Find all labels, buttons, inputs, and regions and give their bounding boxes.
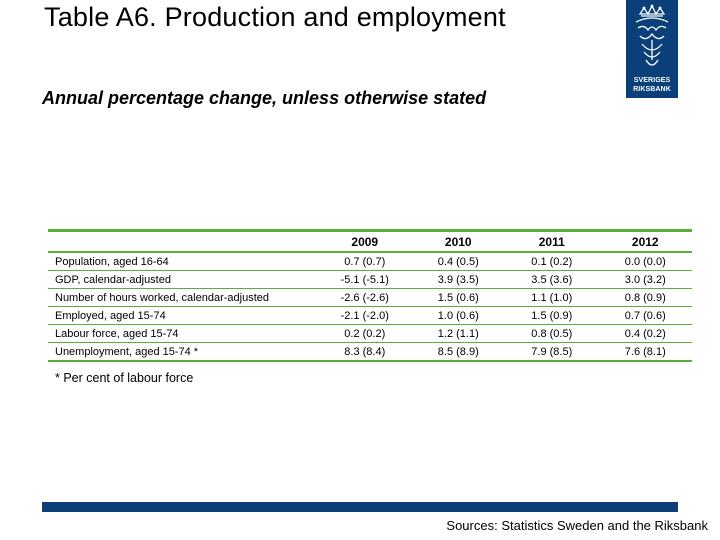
data-table-container [48, 229, 692, 362]
table-cell: 8.5 (8.9) [412, 343, 506, 362]
table-row [48, 325, 692, 343]
table-cell: 0.4 (0.5) [412, 252, 506, 271]
column-header: 2012 [599, 232, 693, 252]
table-row [48, 289, 692, 307]
table-header-row [48, 232, 692, 252]
page-subtitle: Annual percentage change, unless otherwise stated [42, 88, 487, 108]
table-cell: 3.0 (3.2) [599, 271, 693, 289]
column-header [48, 232, 318, 252]
row-label: Employed, aged 15-74 [48, 307, 318, 325]
table-cell: 0.4 (0.2) [599, 325, 693, 343]
table-row [48, 343, 692, 362]
table-cell: 0.8 (0.5) [505, 325, 599, 343]
table-cell: -2.1 (-2.0) [318, 307, 412, 325]
riksbank-logo [626, 0, 678, 98]
page-title: Table A6. Production and employment [44, 2, 506, 32]
table-row [48, 307, 692, 325]
table-cell: 3.9 (3.5) [412, 271, 506, 289]
table-cell: -5.1 (-5.1) [318, 271, 412, 289]
table-cell: 1.5 (0.9) [505, 307, 599, 325]
table-cell: 1.1 (1.0) [505, 289, 599, 307]
table-cell: 7.6 (8.1) [599, 343, 693, 362]
production-employment-table [48, 232, 692, 362]
column-header: 2011 [505, 232, 599, 252]
table-cell: 1.5 (0.6) [412, 289, 506, 307]
table-cell: 0.0 (0.0) [599, 252, 693, 271]
column-header: 2009 [318, 232, 412, 252]
logo-text-line2: RIKSBANK [633, 86, 671, 93]
table-row [48, 271, 692, 289]
table-cell: 7.9 (8.5) [505, 343, 599, 362]
footer-bar [42, 502, 678, 512]
crown-emblem-icon [626, 0, 678, 76]
table-cell: 0.7 (0.7) [318, 252, 412, 271]
table-cell: -2.6 (-2.6) [318, 289, 412, 307]
row-label: GDP, calendar-adjusted [48, 271, 318, 289]
column-header: 2010 [412, 232, 506, 252]
table-row [48, 252, 692, 271]
table-cell: 0.2 (0.2) [318, 325, 412, 343]
table-cell: 3.5 (3.6) [505, 271, 599, 289]
table-cell: 0.7 (0.6) [599, 307, 693, 325]
logo-text-line1: SVERIGES [633, 77, 671, 84]
table-cell: 1.0 (0.6) [412, 307, 506, 325]
table-cell: 0.1 (0.2) [505, 252, 599, 271]
table-cell: 8.3 (8.4) [318, 343, 412, 362]
table-footnote: * Per cent of labour force [55, 371, 194, 385]
row-label: Labour force, aged 15-74 [48, 325, 318, 343]
table-cell: 1.2 (1.1) [412, 325, 506, 343]
table-cell: 0.8 (0.9) [599, 289, 693, 307]
row-label: Number of hours worked, calendar-adjusted [48, 289, 318, 307]
source-note: Sources: Statistics Sweden and the Riksbank [446, 518, 708, 533]
row-label: Population, aged 16-64 [48, 252, 318, 271]
row-label: Unemployment, aged 15-74 * [48, 343, 318, 362]
